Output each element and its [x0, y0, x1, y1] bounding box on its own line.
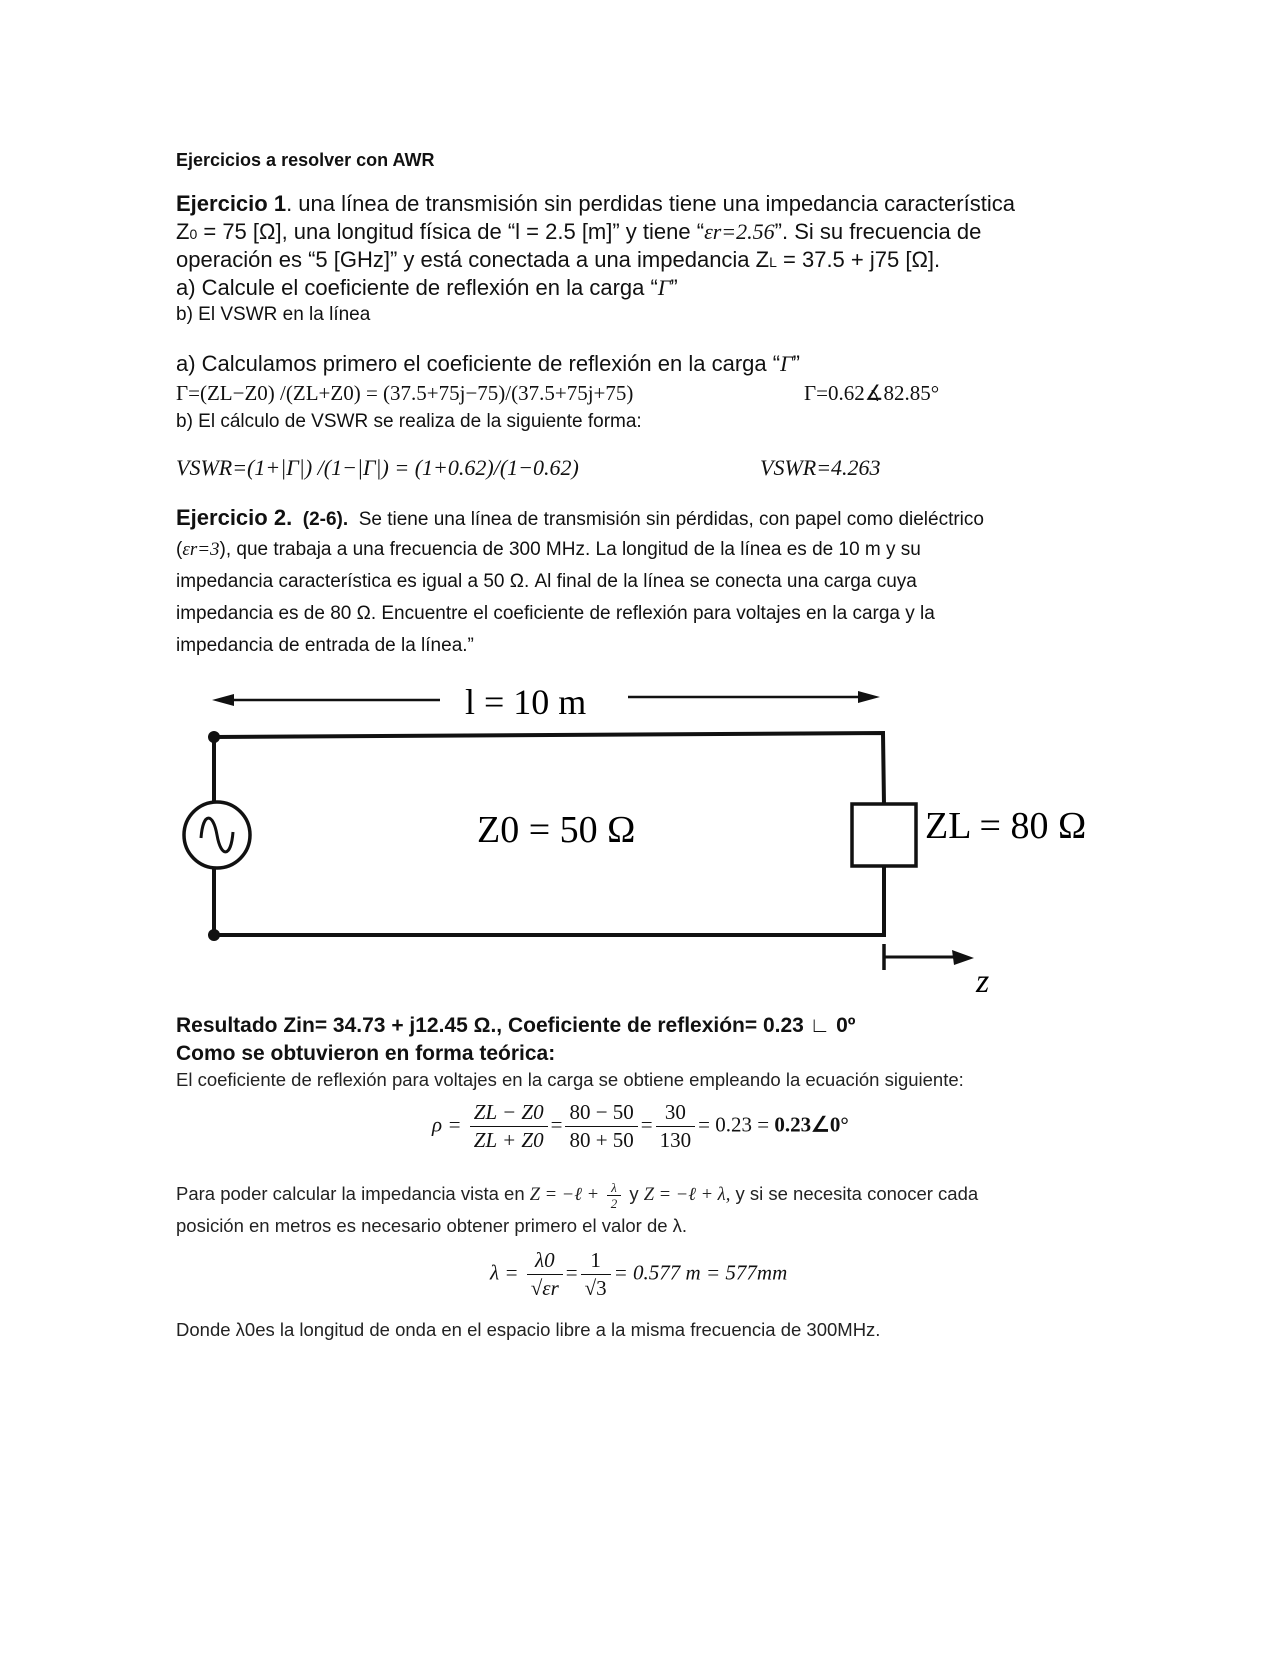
para2-text-b: y	[624, 1183, 644, 1204]
para2-math1: Z = −ℓ +	[529, 1185, 604, 1205]
lambda-f2-num: 1	[581, 1248, 611, 1275]
gamma-equation: Γ=(ZL−Z0) /(ZL+Z0) = (37.5+75j−75)/(37.5+75j+75)	[176, 381, 634, 405]
lambda-fraction-numeric	[581, 1248, 611, 1301]
z0-label: Z0 = 50 Ω	[477, 809, 636, 851]
rho-fraction-numeric	[565, 1100, 637, 1153]
lambda-fraction-symbolic	[527, 1248, 563, 1301]
node-top	[208, 731, 220, 743]
ex1-qa-text: a) Calcule el coeficiente de reflexión en la carga “	[176, 275, 658, 300]
para2-text-c: y si se necesita conocer cada	[730, 1183, 979, 1204]
ex2-er: εr=3	[182, 539, 220, 560]
para2-math2: Z = −ℓ + λ,	[643, 1185, 731, 1205]
ex2-line3: impedancia característica es igual a 50 Ω. Al final de la línea se conecta una carga cuya	[176, 571, 917, 592]
lambda-lhs: λ =	[490, 1260, 519, 1285]
ex1-sola-text: a) Calculamos primero el coeficiente de reflexión en la carga “	[176, 351, 781, 376]
ex1-er: εr=2.56	[704, 219, 775, 244]
rho-fraction-symbolic	[470, 1100, 548, 1153]
z-axis-label: z	[976, 963, 990, 1000]
length-label: l = 10 m	[465, 682, 587, 722]
lambda-f2-den: √3	[584, 1276, 607, 1300]
rho-bold-result: 0.23∠0°	[774, 1112, 849, 1137]
rho-rhs: = 0.23 =	[698, 1112, 775, 1137]
rho-fraction-result	[656, 1100, 696, 1153]
ex1-text2c: ”. Si su frecuencia de	[774, 219, 982, 244]
ex1-question-b: b) El VSWR en la línea	[176, 304, 371, 325]
para2-frac-num: λ	[607, 1181, 622, 1196]
ex1-text2a: Z	[176, 219, 190, 244]
vswr-result: VSWR=4.263	[760, 455, 881, 480]
gamma-result: Γ=0.62∡82.85°	[804, 381, 940, 405]
ex1-subL: L	[769, 254, 777, 270]
lambda-rhs: = 0.577 m = 577mm	[613, 1260, 788, 1285]
lambda-f1-num: λ0	[527, 1248, 563, 1275]
z-axis-arrow	[884, 944, 974, 970]
ex2-text1: Se tiene una línea de transmisión sin pérdidas, con papel como dieléctrico	[358, 509, 984, 530]
ex2-text2a: (	[176, 539, 183, 560]
zl-label: ZL = 80 Ω	[925, 805, 1087, 847]
ex1-qa-gamma: Γ	[657, 275, 671, 300]
rho-f1-num: ZL − Z0	[470, 1100, 548, 1127]
rho-f3-num: 30	[656, 1100, 696, 1127]
para2-text-a: Para poder calcular la impedancia vista en	[176, 1183, 530, 1204]
para2-lambda-half	[607, 1181, 622, 1210]
theory-para2-line2: posición en metros es necesario obtener primero el valor de λ.	[176, 1215, 688, 1236]
theory-heading: Como se obtuvieron en forma teórica:	[176, 1042, 556, 1065]
ex2-ref: (2-6).	[302, 509, 349, 530]
load-impedance-box	[852, 804, 916, 866]
ac-source	[184, 802, 250, 868]
ex1-text2b: = 75 [Ω], una longitud física de “l = 2.5 [m]” y tiene “	[197, 219, 705, 244]
ex1-label: Ejercicio 1	[176, 191, 287, 216]
rho-f2-num: 80 − 50	[565, 1100, 637, 1127]
ex1-sola-gamma: Γ	[780, 351, 793, 376]
vswr-equation: VSWR=(1+|Γ|) /(1−|Γ|) = (1+0.62)/(1−0.62)	[176, 455, 579, 480]
lambda-f1-den: √εr	[530, 1276, 559, 1300]
rho-f1-den: ZL + Z0	[473, 1128, 544, 1152]
ex1-solution-b: b) El cálculo de VSWR se realiza de la siguiente forma:	[176, 411, 642, 432]
theory-final-line: Donde λ0es la longitud de onda en el espacio libre a la misma frecuencia de 300MHz.	[176, 1319, 881, 1340]
ex1-qa-end: ”	[670, 275, 678, 300]
ex1-sub0: 0	[189, 226, 198, 242]
ex2-line4: impedancia es de 80 Ω. Encuentre el coeficiente de reflexión para voltajes en la carga y la	[176, 603, 935, 624]
ex1-sola-end: ”	[792, 351, 800, 376]
rho-lhs: ρ =	[432, 1112, 462, 1137]
node-bottom	[208, 929, 220, 941]
ex1-text3b: = 37.5 + j75 [Ω].	[776, 247, 941, 272]
lambda-equation: λ = $\frac{\lambda 0}{√\varepsilon r}$ = $\frac{1}{√3}$ = 0.577 m = 577mm	[490, 1248, 788, 1300]
ex1-text3a: operación es “5 [GHz]” y está conectada a una impedancia Z	[176, 247, 770, 272]
theory-para2-line1	[176, 1178, 978, 1211]
rho-f3-den: 130	[659, 1128, 692, 1152]
page-heading: Ejercicios a resolver con AWR	[176, 150, 435, 170]
theory-intro: El coeficiente de reflexión para voltajes en la carga se obtiene empleando la ecuación siguiente:	[176, 1069, 964, 1090]
ex2-label: Ejercicio 2.	[176, 505, 293, 530]
para2-frac-den: 2	[610, 1195, 618, 1211]
ex1-text1: . una línea de transmisión sin perdidas tiene una impedancia característica	[286, 191, 1015, 216]
rho-f2-den: 80 + 50	[569, 1128, 634, 1152]
rho-equation: ρ = $\frac{ZL - Z0}{ZL + Z0}$ = $\frac{80 - 50}{80 + 50}$ = $\frac{30}{130}$ = 0.23 = 0.23∠0°	[432, 1100, 849, 1152]
result-line: Resultado Zin= 34.73 + j12.45 Ω., Coeficiente de reflexión= 0.23 ∟ 0º	[176, 1014, 856, 1037]
ex2-text2b: ), que trabaja a una frecuencia de 300 MHz. La longitud de la línea es de 10 m y su	[219, 539, 921, 560]
ex2-line5: impedancia de entrada de la línea.”	[176, 635, 474, 656]
